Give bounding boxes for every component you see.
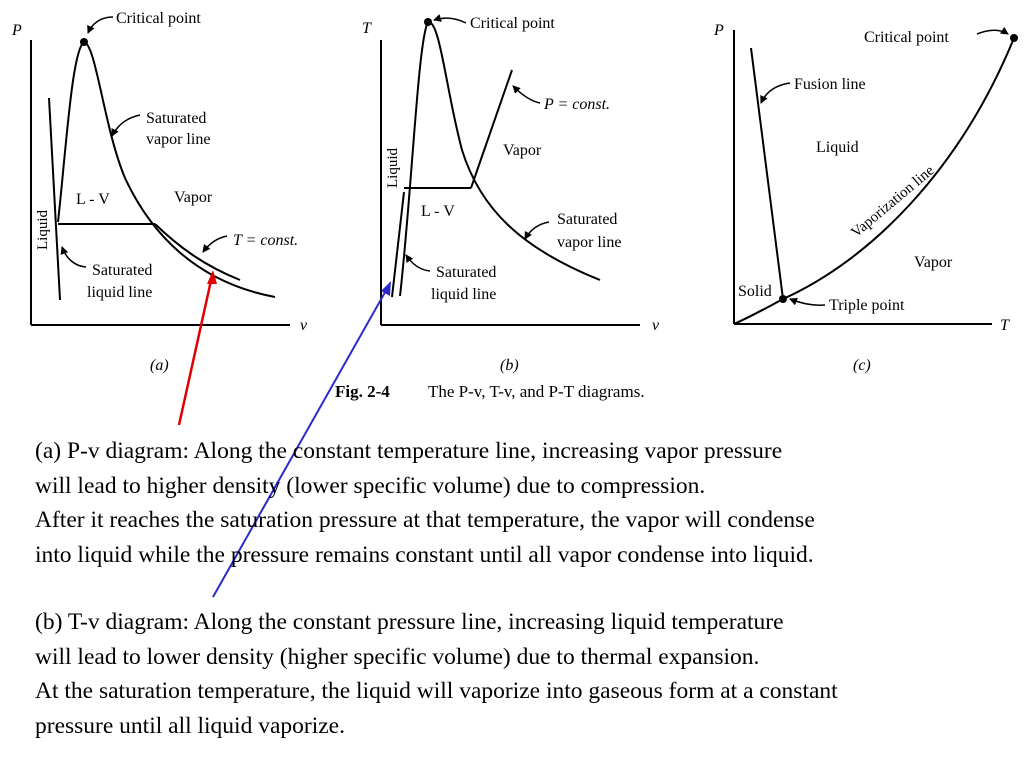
pt-triple-pointer [790, 299, 825, 305]
pt-triple-point-marker [779, 295, 787, 303]
pv-sat-liquid-label-1: Saturated [92, 262, 153, 279]
pv-y-label: P [12, 22, 22, 39]
pt-y-label: P [714, 22, 724, 39]
blue-arrowhead [381, 281, 391, 296]
pt-sublimation-line [734, 299, 783, 324]
tv-sat-liquid-label-1: Saturated [436, 264, 497, 281]
pv-sat-liquid-pointer [62, 247, 86, 267]
tv-explanation-paragraph [35, 605, 1020, 743]
tv-y-label: T [362, 20, 371, 37]
pt-vaporization-line-label: Vaporization line [848, 162, 938, 242]
tv-sat-vapor-label-1: Saturated [557, 211, 618, 228]
tv-saturation-dome [400, 22, 600, 296]
tv-explanation-line: will lead to lower density (higher specific volume) due to thermal expansion. [35, 643, 760, 670]
pt-panel-label: (c) [853, 357, 871, 374]
pv-critical-point-marker [80, 38, 88, 46]
pv-liquid-line [49, 98, 60, 300]
tv-p-const-label: P = const. [544, 96, 611, 113]
pv-vapor-label: Vapor [174, 189, 213, 206]
tv-panel-label: (b) [500, 357, 519, 374]
tv-x-label: v [652, 317, 660, 334]
tv-p-const-pointer [513, 86, 540, 103]
figure-caption-number: Fig. 2-4 [335, 382, 390, 401]
pt-critical-point-label: Critical point [864, 29, 949, 46]
pt-solid-label: Solid [738, 283, 772, 300]
pt-fusion-pointer [761, 83, 790, 103]
pv-explanation-line: into liquid while the pressure remains constant until all vapor condense into liquid. [35, 541, 814, 568]
tv-lv-label: L - V [421, 203, 455, 220]
tv-sat-liquid-label-2: liquid line [431, 286, 497, 303]
pv-explanation-paragraph [35, 434, 1020, 572]
pv-explanation-line: After it reaches the saturation pressure at that temperature, the vapor will condense [35, 507, 815, 533]
pv-critical-point-label: Critical point [116, 10, 201, 27]
pv-explanation-line: will lead to higher density (lower specific volume) due to compression. [35, 472, 706, 499]
pv-sat-liquid-label-2: liquid line [87, 284, 153, 301]
tv-explanation-line: pressure until all liquid vaporize. [35, 712, 345, 739]
tv-critical-point-marker [424, 18, 432, 26]
pt-liquid-label: Liquid [816, 139, 859, 156]
tv-critical-point-pointer [434, 18, 466, 23]
tv-sat-vapor-pointer [525, 222, 549, 239]
pt-critical-point-marker [1010, 34, 1018, 42]
pv-explanation-line: (a) P-v diagram: Along the constant temperature line, increasing vapor pressure [35, 438, 783, 464]
pv-sat-vapor-label-1: Saturated [146, 110, 207, 127]
pv-diagram [31, 17, 290, 325]
tv-diagram [381, 18, 640, 325]
pv-x-label: v [300, 317, 308, 334]
pv-saturation-dome [58, 42, 275, 297]
pt-vapor-label: Vapor [914, 254, 953, 271]
pv-t-const-pointer [203, 236, 227, 252]
pv-t-const-label: T = const. [233, 232, 299, 249]
figure-caption-text: The P-v, T-v, and P-T diagrams. [428, 382, 645, 401]
red-annotation-arrow [179, 276, 212, 425]
tv-explanation-line: (b) T-v diagram: Along the constant pressure line, increasing liquid temperature [35, 609, 784, 635]
tv-sat-liquid-pointer [406, 255, 430, 271]
tv-sat-vapor-label-2: vapor line [557, 234, 622, 251]
tv-vapor-label: Vapor [503, 142, 542, 159]
pt-x-label: T [1000, 317, 1009, 334]
pv-sat-vapor-pointer [112, 115, 140, 136]
tv-explanation-line: At the saturation temperature, the liquid will vaporize into gaseous form at a constant [35, 678, 838, 704]
pt-fusion-line-label: Fusion line [794, 76, 866, 93]
pv-isotherm [155, 224, 240, 280]
pt-diagram [734, 30, 1014, 324]
pv-panel-label: (a) [150, 357, 169, 374]
pt-triple-point-label: Triple point [829, 297, 905, 314]
pv-sat-vapor-label-2: vapor line [146, 131, 211, 148]
pt-critical-point-pointer [977, 30, 1008, 34]
pv-critical-point-pointer [88, 17, 113, 33]
tv-critical-point-label: Critical point [470, 15, 555, 32]
pv-liquid-label: Liquid [35, 210, 51, 250]
tv-liquid-label: Liquid [385, 148, 401, 188]
tv-isobar [471, 70, 512, 188]
pv-lv-label: L - V [76, 191, 110, 208]
